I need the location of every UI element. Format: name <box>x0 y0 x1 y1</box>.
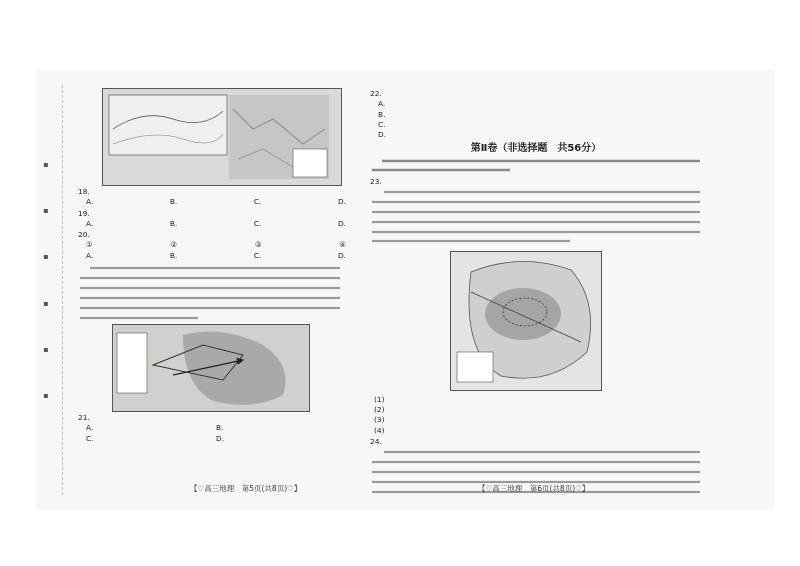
bengbu-map <box>450 251 602 391</box>
question-stem: 23. <box>370 177 382 187</box>
question-18 <box>78 187 346 208</box>
section-title: 第Ⅱ卷（非选择题 共56分） <box>470 143 602 155</box>
option-b[interactable]: B. <box>378 109 386 119</box>
statement-row <box>78 240 346 250</box>
page-footer-left: 【♡高三地理 第5页(共8页)♡】 <box>190 484 302 493</box>
option-list <box>370 99 702 140</box>
binding-margin <box>38 160 54 400</box>
binding-mark: ▪ <box>41 298 51 308</box>
option-d[interactable]: D. <box>216 433 225 443</box>
statement-2: ② <box>170 240 178 250</box>
option-b[interactable]: B. <box>216 423 224 433</box>
option-a[interactable]: A. <box>86 250 94 260</box>
option-c[interactable]: C. <box>86 433 94 443</box>
sub-question-list <box>370 395 702 436</box>
option-a[interactable]: A. <box>86 423 94 433</box>
option-b[interactable]: B. <box>169 250 178 260</box>
passage-text-lines <box>370 187 702 243</box>
statement-1: ① <box>86 240 93 250</box>
option-d[interactable]: D. <box>337 250 346 260</box>
option-b[interactable]: B. <box>169 197 178 207</box>
option-row <box>78 219 346 229</box>
question-stem: 21. <box>78 413 90 423</box>
question-23 <box>370 177 702 436</box>
option-c[interactable]: C. <box>253 250 262 260</box>
binding-mark: ▪ <box>41 252 51 262</box>
option-c[interactable]: C. <box>253 197 262 207</box>
binding-line <box>62 85 63 495</box>
option-a[interactable]: A. <box>378 99 386 109</box>
option-row <box>78 197 346 207</box>
question-stem: 19. <box>78 208 90 218</box>
passage-text-lines <box>78 262 346 324</box>
option-a[interactable]: A. <box>86 218 94 228</box>
statement-4: ④ <box>339 240 346 250</box>
migration-map <box>112 324 310 412</box>
statement-3: ③ <box>254 240 262 250</box>
section-notice-lines <box>370 157 702 173</box>
sub-question-4: (4) <box>374 425 385 435</box>
right-column <box>370 88 702 501</box>
sub-question-2: (2) <box>374 404 385 414</box>
binding-mark: ▪ <box>41 344 51 354</box>
question-20 <box>78 230 346 261</box>
sub-question-3: (3) <box>374 415 385 425</box>
option-row <box>78 423 346 444</box>
question-stem: 18. <box>78 187 90 196</box>
option-b[interactable]: B. <box>169 218 178 228</box>
option-row <box>78 251 346 261</box>
question-19 <box>78 209 346 230</box>
option-c[interactable]: C. <box>378 119 386 129</box>
question-stem: 22. <box>370 89 382 98</box>
question-stem: 20. <box>78 230 90 240</box>
option-c[interactable]: C. <box>253 218 262 228</box>
binding-mark: ▪ <box>41 160 51 169</box>
glacier-map <box>102 88 342 186</box>
reading-passage <box>78 262 346 324</box>
option-d[interactable]: D. <box>337 197 346 207</box>
binding-mark: ▪ <box>41 206 51 216</box>
option-d[interactable]: D. <box>378 130 387 140</box>
left-column <box>78 88 346 445</box>
page-footer-right: 【♡高三地理 第6页(共8页)♡】 <box>478 484 590 493</box>
question-21 <box>78 413 346 444</box>
option-a[interactable]: A. <box>86 197 94 207</box>
question-22 <box>370 89 702 140</box>
option-d[interactable]: D. <box>337 218 346 228</box>
binding-mark: ▪ <box>41 390 51 400</box>
question-stem: 24. <box>370 436 382 446</box>
sub-question-1: (1) <box>374 394 385 404</box>
